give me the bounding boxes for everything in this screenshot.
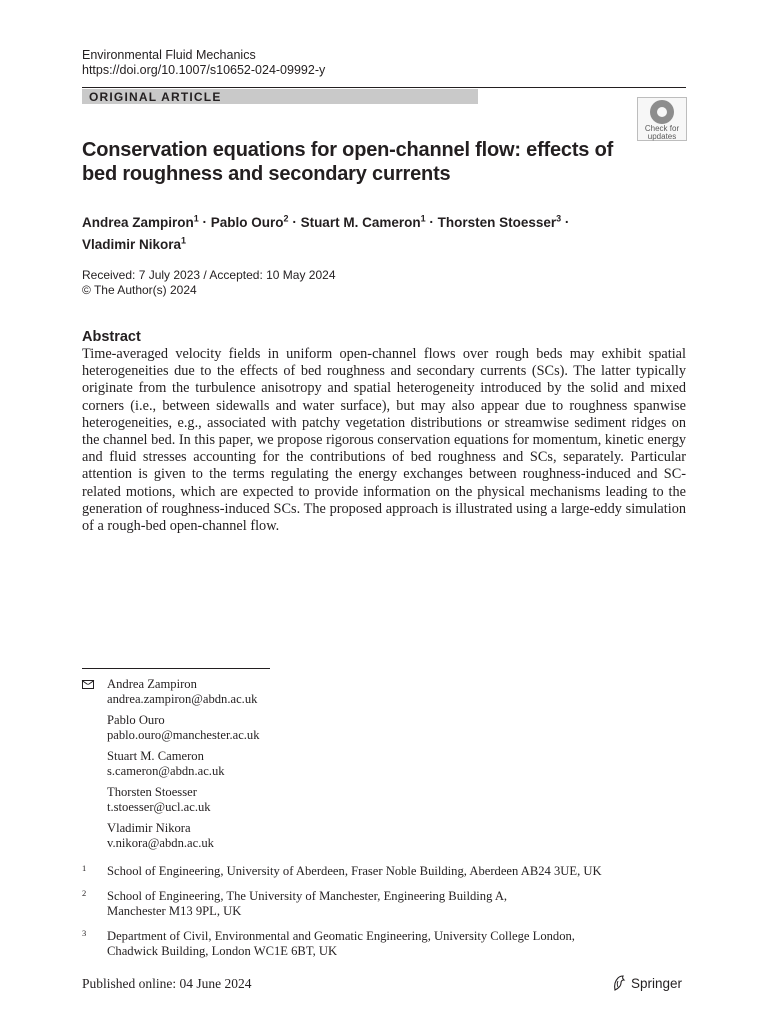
doi-link[interactable]: https://doi.org/10.1007/s10652-024-09992-y bbox=[82, 63, 326, 77]
contact-email[interactable]: andrea.zampiron@abdn.ac.uk bbox=[107, 691, 258, 706]
check-updates-icon bbox=[650, 100, 674, 124]
article-type-banner: ORIGINAL ARTICLE bbox=[82, 89, 478, 104]
contact-email[interactable]: pablo.ouro@manchester.ac.uk bbox=[107, 727, 260, 742]
affiliation-line: School of Engineering, The University of Manchester, Engineering Building A, bbox=[107, 889, 508, 903]
affiliation-item bbox=[82, 889, 686, 919]
affiliation-line: Chadwick Building, London WC1E 6BT, UK bbox=[107, 944, 338, 958]
contact-item bbox=[107, 677, 507, 706]
journal-name: Environmental Fluid Mechanics bbox=[82, 48, 256, 62]
article-dates bbox=[82, 268, 336, 298]
author[interactable]: Stuart M. Cameron$^1$ bbox=[300, 213, 426, 230]
abstract-heading: Abstract bbox=[82, 329, 141, 345]
contact-email[interactable]: s.cameron@abdn.ac.uk bbox=[107, 763, 225, 778]
affiliation-item bbox=[82, 864, 686, 879]
contact-name: Pablo Ouro bbox=[107, 713, 165, 727]
author-list: Andrea Zampiron$^1$ · Pablo Ouro$^2$ · Stuart M. Cameron$^1$ · Thorsten Stoesser$^3$ · Vladimir Nikora$^1$ bbox=[82, 213, 570, 252]
received-accepted: Received: 7 July 2023 / Accepted: 10 May 2024 bbox=[82, 268, 336, 282]
affiliation-list bbox=[82, 864, 686, 969]
check-for-updates-badge[interactable] bbox=[637, 97, 687, 141]
published-online: Published online: 04 June 2024 bbox=[82, 976, 252, 991]
affiliation-item bbox=[82, 929, 686, 959]
contact-name: Thorsten Stoesser bbox=[107, 785, 197, 799]
contact-item bbox=[107, 821, 507, 850]
copyright: © The Author(s) 2024 bbox=[82, 283, 197, 297]
journal-header bbox=[82, 48, 325, 78]
contact-list bbox=[107, 677, 507, 857]
contact-name: Stuart M. Cameron bbox=[107, 749, 204, 763]
contact-name: Andrea Zampiron bbox=[107, 677, 197, 691]
footnote-rule bbox=[82, 668, 270, 669]
contact-email[interactable]: v.nikora@abdn.ac.uk bbox=[107, 835, 214, 850]
contact-item bbox=[107, 785, 507, 814]
publisher-name: Springer bbox=[631, 975, 683, 991]
author[interactable]: Thorsten Stoesser$^3$ bbox=[437, 213, 562, 230]
author[interactable]: Andrea Zampiron$^1$ bbox=[82, 213, 199, 230]
author[interactable]: Vladimir Nikora$^1$ bbox=[82, 235, 187, 252]
abstract-text: Time-averaged velocity fields in uniform open-channel flows over rough beds may exhibit spatial heterogeneities due to the effects of bed roughness and secondary currents (SCs). The latter typically originate from the turbulence anisotropy and spatial heterogeneity introduced by the solid and mixed corners (i.e., between sidewalls and water surface), but may also appear due to roughness spanwise heterogeneities, e.g., associated with patchy vegetation distributions or streamwise sediment ridges on the channel bed. In this paper, we propose rigorous conservation equations for momentum, kinetic energy and fluid stresses accounting for the contributions of bed roughness and SCs, separately. Particular attention is given to the terms regulating the energy exchanges between roughness-induced and SC-related motions, which are expected to provide information on the physical mechanisms leading to the generation of roughness-induced SCs. The proposed approach is illustrated using a large-eddy simulation of a rough-bed open-channel flow. bbox=[82, 346, 686, 535]
springer-horse-icon bbox=[612, 975, 626, 991]
article-title: Conservation equations for open-channel flow: effects of bed roughness and secondary currents bbox=[82, 139, 614, 185]
badge-line1: Check for bbox=[644, 124, 680, 133]
contact-email[interactable]: t.stoesser@ucl.ac.uk bbox=[107, 799, 211, 814]
publisher-mark bbox=[612, 975, 682, 991]
contact-name: Vladimir Nikora bbox=[107, 821, 191, 835]
author[interactable]: Pablo Ouro$^2$ bbox=[210, 213, 289, 230]
affiliation-number: 1 bbox=[82, 863, 87, 873]
affiliation-line: Department of Civil, Environmental and Geomatic Engineering, University College London, bbox=[107, 929, 575, 943]
envelope-icon bbox=[82, 680, 94, 689]
contact-item bbox=[107, 749, 507, 778]
affiliation-number: 3 bbox=[82, 928, 87, 938]
affiliation-number: 2 bbox=[82, 888, 87, 898]
affiliation-line: Manchester M13 9PL, UK bbox=[107, 904, 242, 918]
badge-line2: updates bbox=[647, 132, 677, 141]
affiliation-line: School of Engineering, University of Aberdeen, Fraser Noble Building, Aberdeen AB24 3UE, UK bbox=[107, 864, 602, 878]
contact-item bbox=[107, 713, 507, 742]
